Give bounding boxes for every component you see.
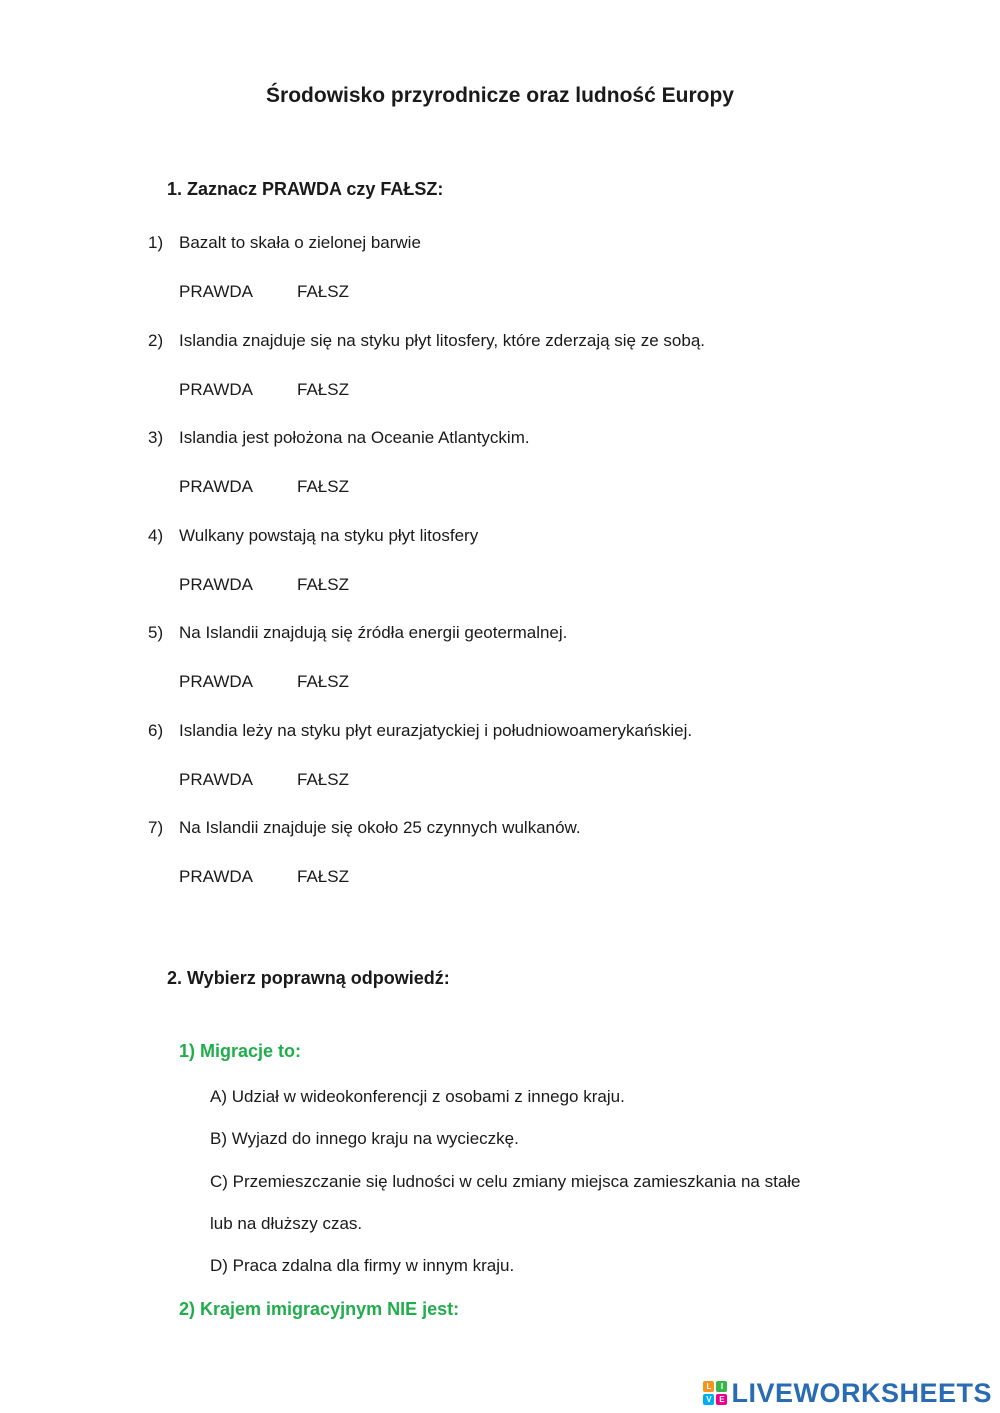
falsz-option[interactable]: FAŁSZ [297, 769, 349, 789]
statement-number: 7) [148, 818, 164, 837]
prawda-option[interactable]: PRAWDA [179, 477, 253, 496]
option-b[interactable]: B) Wyjazd do innego kraju na wycieczkę. [210, 1129, 519, 1148]
falsz-option[interactable]: FAŁSZ [297, 672, 349, 691]
liveworksheets-logo [703, 1376, 992, 1410]
prawda-option[interactable]: PRAWDA [179, 379, 253, 399]
question-imigracyjny-title: 2) Krajem imigracyjnym NIE jest: [179, 1299, 460, 1319]
statement-number: 3) [148, 428, 164, 447]
prawda-option[interactable]: PRAWDA [179, 672, 253, 691]
statement-number: 2) [148, 330, 164, 350]
page-title: Środowisko przyrodnicze oraz ludność Europy [266, 84, 734, 107]
statement-number: 1) [148, 233, 164, 252]
prawda-option[interactable]: PRAWDA [179, 574, 253, 594]
option-c[interactable]: C) Przemieszczanie się ludności w celu zmiany miejsca zamieszkania na stałe [210, 1172, 801, 1191]
logo-tiles [703, 1381, 727, 1405]
statement-text: Na Islandii znajdują się źródła energii geotermalnej. [179, 623, 568, 642]
logo-text: LIVEWORKSHEETS [731, 1377, 992, 1408]
statement-number: 5) [148, 623, 164, 642]
statement-text: Islandia jest położona na Oceanie Atlantyckim. [179, 428, 530, 447]
section-2-heading: 2. Wybierz poprawną odpowiedź: [167, 968, 450, 988]
statement-text: Islandia znajduje się na styku płyt litosfery, które zderzają się ze sobą. [179, 330, 706, 350]
logo-tile: I [716, 1381, 727, 1392]
falsz-option[interactable]: FAŁSZ [297, 574, 349, 594]
option-a[interactable]: A) Udział w wideokonferencji z osobami z innego kraju. [210, 1087, 625, 1106]
statement-text: Wulkany powstają na styku płyt litosfery [179, 525, 479, 545]
statement-text: Islandia leży na styku płyt eurazjatyckiej i południowoamerykańskiej. [179, 720, 693, 740]
prawda-option[interactable]: PRAWDA [179, 867, 253, 886]
logo-tile: E [716, 1394, 727, 1405]
falsz-option[interactable]: FAŁSZ [297, 477, 349, 496]
logo-tile: L [703, 1381, 714, 1392]
falsz-option[interactable]: FAŁSZ [297, 867, 349, 886]
statement-number: 6) [148, 720, 164, 740]
prawda-option[interactable]: PRAWDA [179, 769, 253, 789]
statement-number: 4) [148, 525, 164, 545]
falsz-option[interactable]: FAŁSZ [297, 379, 349, 399]
falsz-option[interactable]: FAŁSZ [297, 282, 349, 301]
question-migracje-title: 1) Migracje to: [179, 1041, 302, 1061]
prawda-option[interactable]: PRAWDA [179, 282, 253, 301]
logo-tile: V [703, 1394, 714, 1405]
statement-text: Na Islandii znajduje się około 25 czynnych wulkanów. [179, 818, 581, 837]
option-d[interactable]: D) Praca zdalna dla firmy w innym kraju. [210, 1256, 515, 1275]
statement-text: Bazalt to skała o zielonej barwie [179, 233, 421, 252]
option-c-continued[interactable]: lub na dłuższy czas. [210, 1214, 363, 1233]
section-1-heading: 1. Zaznacz PRAWDA czy FAŁSZ: [167, 179, 444, 199]
